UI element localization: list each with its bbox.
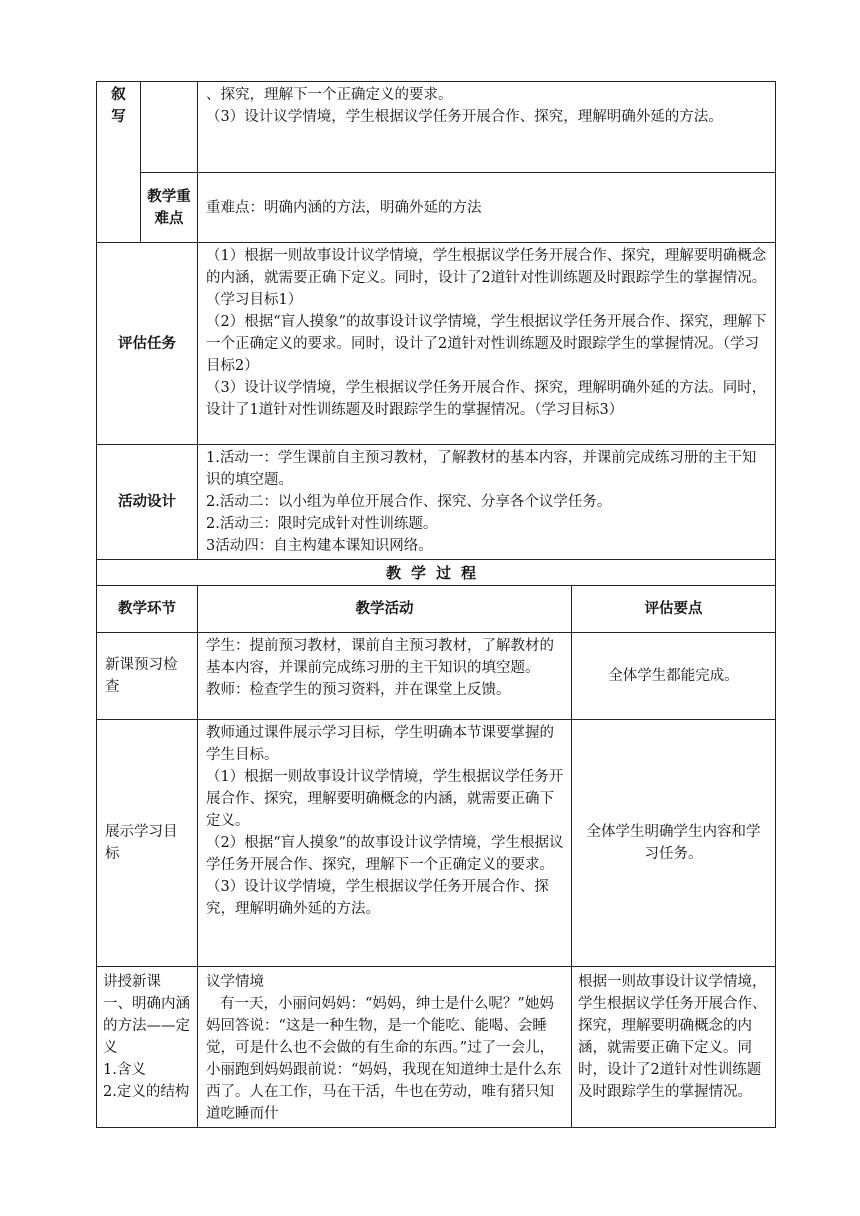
activity-line: （3）设计议学情境，学生根据议学任务开展合作、探究，理解明确外延的方法。 xyxy=(206,879,549,917)
activity-item: 2.活动三：限时完成针对性训练题。 xyxy=(206,516,438,532)
narrative-sub-label xyxy=(141,82,198,173)
activity-preview-check xyxy=(198,633,572,720)
key-points-text: 重难点：明确内涵的方法，明确外延的方法 xyxy=(198,173,776,243)
activity-line: 议学情境 xyxy=(206,974,264,990)
stage-preview-check: 新课预习检查 xyxy=(97,633,198,720)
activity-line: 教师通过课件展示学习目标，学生明确本节课要掌握的学生目标。 xyxy=(206,725,554,763)
activity-item: 2.活动二：以小组为单位开展合作、探究、分享各个议学任务。 xyxy=(206,494,612,510)
stage-line: 2.定义的结构 xyxy=(103,1084,190,1100)
activity-line: 有一天，小丽问妈妈：“妈妈，绅士是什么呢？”她妈妈回答说：“这是一种生物，是一个能吃、能喝、会睡觉，可是什么也不会做的有生命的东西。”过了一会儿，小丽跑到妈妈跟前说：“妈妈，我现在知道绅士是什么东西了。人在工作，马在干活，牛也在劳动，唯有猪只知道吃睡而什 xyxy=(206,996,562,1122)
lesson-plan-table xyxy=(96,81,776,1128)
narrative-line: 、探究，理解下一个正确定义的要求。 xyxy=(206,87,453,103)
assessment-content xyxy=(198,243,776,445)
stage-line: 讲授新课 xyxy=(103,974,161,990)
narrative-section-label xyxy=(97,82,141,243)
activity-show-goals xyxy=(198,720,572,967)
activity-line: 学生：提前预习教材，课前自主预习教材，了解教材的基本内容，并课前完成练习册的主干知识的填空题。 xyxy=(206,638,554,676)
process-title: 教学过程 xyxy=(97,560,776,586)
stage-show-goals: 展示学习目标 xyxy=(97,720,198,967)
stage-line: 一、明确内涵的方法——定义 xyxy=(103,996,190,1056)
assessment-item: （2）根据“盲人摸象”的故事设计议学情境，学生根据议学任务开展合作、探究，理解下一个正确定义的要求。同时，设计了2道针对性训练题及时跟踪学生的掌握情况。（学习目标2） xyxy=(206,314,767,374)
assessment-preview-check: 全体学生都能完成。 xyxy=(572,633,776,720)
activity-item: 3活动四：自主构建本课知识网络。 xyxy=(206,538,433,554)
assessment-new-lesson: 根据一则故事设计议学情境，学生根据议学任务开展合作、探究，理解要明确概念的内涵，就需要正确下定义。同时，设计了2道针对性训练题及时跟踪学生的掌握情况。 xyxy=(572,967,776,1128)
assessment-item: （3）设计议学情境，学生根据议学任务开展合作、探究，理解明确外延的方法。同时，设计了1道针对性训练题及时跟踪学生的掌握情况。（学习目标3） xyxy=(206,380,767,418)
narrative-content xyxy=(198,82,776,173)
activity-design-content xyxy=(198,445,776,560)
activity-line: （2）根据“盲人摸象”的故事设计议学情境，学生根据议学任务开展合作、探究，理解下一个正确定义的要求。 xyxy=(206,835,564,873)
activity-line: （1）根据一则故事设计议学情境，学生根据议学任务开展合作、探究，理解要明确概念的内涵，就需要正确下定义。 xyxy=(206,769,564,829)
assessment-item: （1）根据一则故事设计议学情境，学生根据议学任务开展合作、探究，理解要明确概念的内涵，就需要正确下定义。同时，设计了2道针对性训练题及时跟踪学生的掌握情况。（学习目标1） xyxy=(206,248,767,308)
activity-design-label: 活动设计 xyxy=(97,445,198,560)
stage-new-lesson xyxy=(97,967,198,1128)
header-stage: 教学环节 xyxy=(97,586,198,633)
narrative-label: 叙写 xyxy=(111,86,126,125)
activity-line: 教师：检查学生的预习资料，并在课堂上反馈。 xyxy=(206,682,511,698)
activity-new-lesson xyxy=(198,967,572,1128)
narrative-line: （3）设计议学情境，学生根据议学任务开展合作、探究，理解明确外延的方法。 xyxy=(206,109,723,125)
header-activity: 教学活动 xyxy=(198,586,572,633)
header-assessment: 评估要点 xyxy=(572,586,776,633)
activity-item: 1.活动一：学生课前自主预习教材，了解教材的基本内容，并课前完成练习册的主干知识的填空题。 xyxy=(206,450,757,488)
stage-line: 1.含义 xyxy=(103,1062,146,1078)
assessment-label: 评估任务 xyxy=(97,243,198,445)
assessment-show-goals: 全体学生明确学生内容和学习任务。 xyxy=(572,720,776,967)
key-points-label: 教学重难点 xyxy=(141,173,198,243)
